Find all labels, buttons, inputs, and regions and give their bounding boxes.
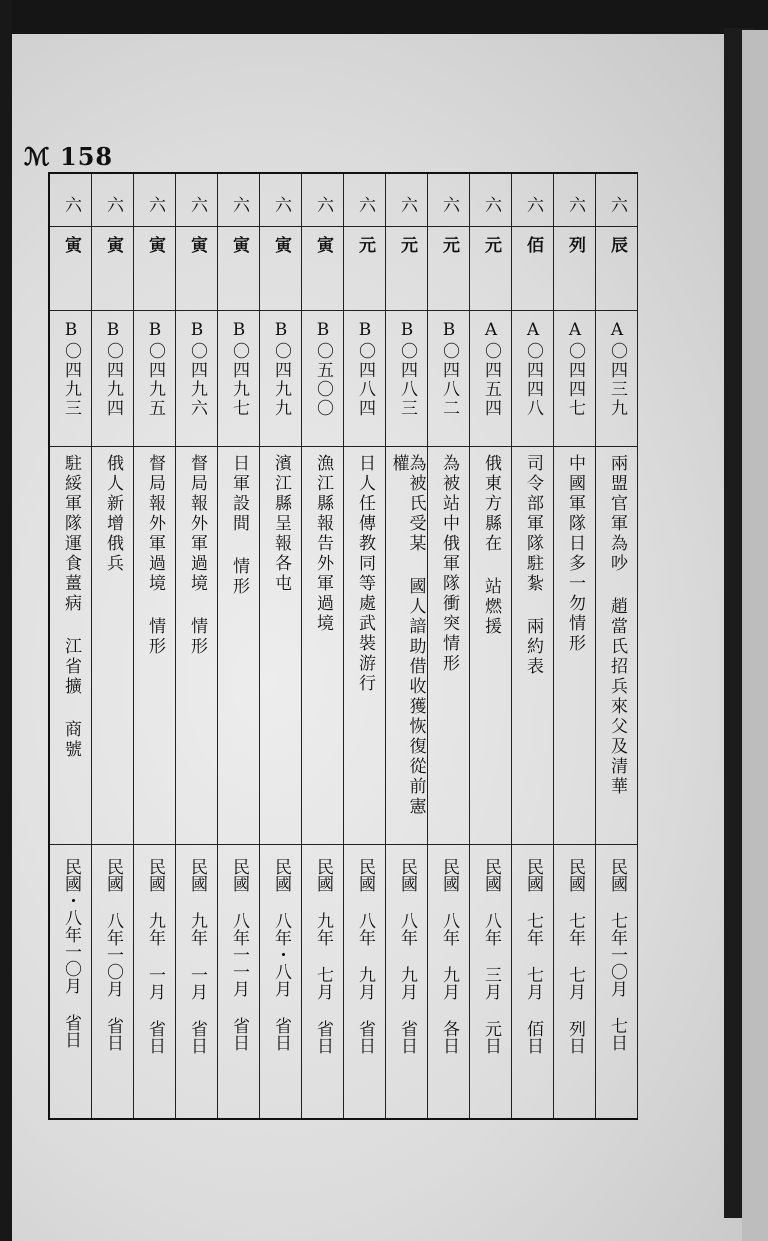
record-number: B〇四八二 xyxy=(439,320,459,418)
record-date: 民國 八年・八月 省日 xyxy=(271,858,291,1051)
record-title: 俄東方縣在 站燃援 xyxy=(481,454,501,637)
record-code: 辰 xyxy=(607,236,627,253)
record-date: 民國・八年一〇月 省日 xyxy=(61,858,81,1048)
record-column xyxy=(596,174,638,1118)
record-number: B〇四八三 xyxy=(397,320,417,418)
record-date: 民國 八年 九月 各日 xyxy=(439,858,459,1054)
record-title: 日軍設間 情形 xyxy=(229,454,249,597)
record-column xyxy=(554,174,596,1118)
scan-left-border xyxy=(0,0,12,1241)
record-date: 民國 九年 一月 省日 xyxy=(145,858,165,1054)
record-number: B〇四八四 xyxy=(355,320,375,418)
record-date: 民國 八年一〇月 省日 xyxy=(103,858,123,1051)
record-title: 兩盟官軍為吵 趙當氏招兵來父及清華 xyxy=(607,454,627,797)
record-column xyxy=(134,174,176,1118)
record-date: 民國 八年 九月 省日 xyxy=(397,858,417,1054)
record-day: 六 xyxy=(61,196,81,213)
record-number: A〇四三九 xyxy=(607,320,627,418)
record-code: 元 xyxy=(355,236,375,253)
record-date: 民國 九年 七月 省日 xyxy=(313,858,333,1054)
record-date: 民國 八年一一月 省日 xyxy=(229,858,249,1051)
record-title: 中國軍隊日多一勿情形 xyxy=(565,454,585,654)
record-date: 民國 七年一〇月 七日 xyxy=(607,858,627,1051)
record-day: 六 xyxy=(313,196,333,213)
record-code: 寅 xyxy=(145,236,165,253)
record-day: 六 xyxy=(229,196,249,213)
record-column xyxy=(50,174,92,1118)
record-date: 民國 八年 三月 元日 xyxy=(481,858,501,1054)
record-day: 六 xyxy=(481,196,501,213)
record-code: 寅 xyxy=(103,236,123,253)
record-column xyxy=(386,174,428,1118)
record-column xyxy=(260,174,302,1118)
record-day: 六 xyxy=(523,196,543,213)
record-number: B〇四九三 xyxy=(61,320,81,418)
record-code: 寅 xyxy=(229,236,249,253)
record-table xyxy=(48,172,638,1120)
record-title: 為被站中俄軍隊衝突情形 xyxy=(439,454,459,674)
record-day: 六 xyxy=(145,196,165,213)
record-date: 民國 七年 七月 列日 xyxy=(565,858,585,1054)
record-title: 為被氏受某 國人諳助借收獲恢復從前憲權 xyxy=(388,454,426,817)
record-code: 寅 xyxy=(187,236,207,253)
page-mark: ℳ xyxy=(24,142,51,171)
record-column xyxy=(176,174,218,1118)
record-title: 督局報外軍過境 情形 xyxy=(187,454,207,657)
record-number: B〇五〇〇 xyxy=(313,320,333,418)
record-title: 駐綏軍隊運食薑病 江省擴 商號 xyxy=(61,454,81,760)
record-code: 寅 xyxy=(61,236,81,253)
record-title: 督局報外軍過境 情形 xyxy=(145,454,165,657)
record-day: 六 xyxy=(565,196,585,213)
record-day: 六 xyxy=(187,196,207,213)
record-code: 列 xyxy=(565,236,585,253)
record-column xyxy=(92,174,134,1118)
record-number: B〇四九六 xyxy=(187,320,207,418)
record-code: 元 xyxy=(397,236,417,253)
record-number: A〇四五四 xyxy=(481,320,501,418)
record-title: 司令部軍隊駐紮 兩約表 xyxy=(523,454,543,677)
record-column xyxy=(344,174,386,1118)
record-number: B〇四九九 xyxy=(271,320,291,418)
record-day: 六 xyxy=(103,196,123,213)
record-day: 六 xyxy=(397,196,417,213)
record-title: 漁江縣報告外軍過境 xyxy=(313,454,333,634)
record-number: B〇四九五 xyxy=(145,320,165,418)
scan-top-border xyxy=(0,0,768,34)
record-column xyxy=(512,174,554,1118)
record-title: 濱江縣呈報各屯 xyxy=(271,454,291,594)
record-day: 六 xyxy=(439,196,459,213)
record-column xyxy=(302,174,344,1118)
record-code: 元 xyxy=(439,236,459,253)
record-number: A〇四四七 xyxy=(565,320,585,418)
record-column xyxy=(428,174,470,1118)
record-column xyxy=(218,174,260,1118)
record-title: 俄人新增俄兵 xyxy=(103,454,123,574)
record-day: 六 xyxy=(271,196,291,213)
record-number: B〇四九四 xyxy=(103,320,123,418)
record-code: 元 xyxy=(481,236,501,253)
page-number-value: 158 xyxy=(60,142,114,171)
record-column xyxy=(470,174,512,1118)
record-title: 日人任傳教同等處武裝游行 xyxy=(355,454,375,694)
record-date: 民國 八年 九月 省日 xyxy=(355,858,375,1054)
record-code: 佰 xyxy=(523,236,543,253)
record-code: 寅 xyxy=(271,236,291,253)
record-date: 民國 九年 一月 省日 xyxy=(187,858,207,1054)
record-date: 民國 七年 七月 佰日 xyxy=(523,858,543,1054)
scan-right-edge xyxy=(742,30,768,1241)
record-number: A〇四四八 xyxy=(523,320,543,418)
record-day: 六 xyxy=(355,196,375,213)
record-code: 寅 xyxy=(313,236,333,253)
record-day: 六 xyxy=(607,196,627,213)
page-number xyxy=(24,142,113,171)
record-number: B〇四九七 xyxy=(229,320,249,418)
